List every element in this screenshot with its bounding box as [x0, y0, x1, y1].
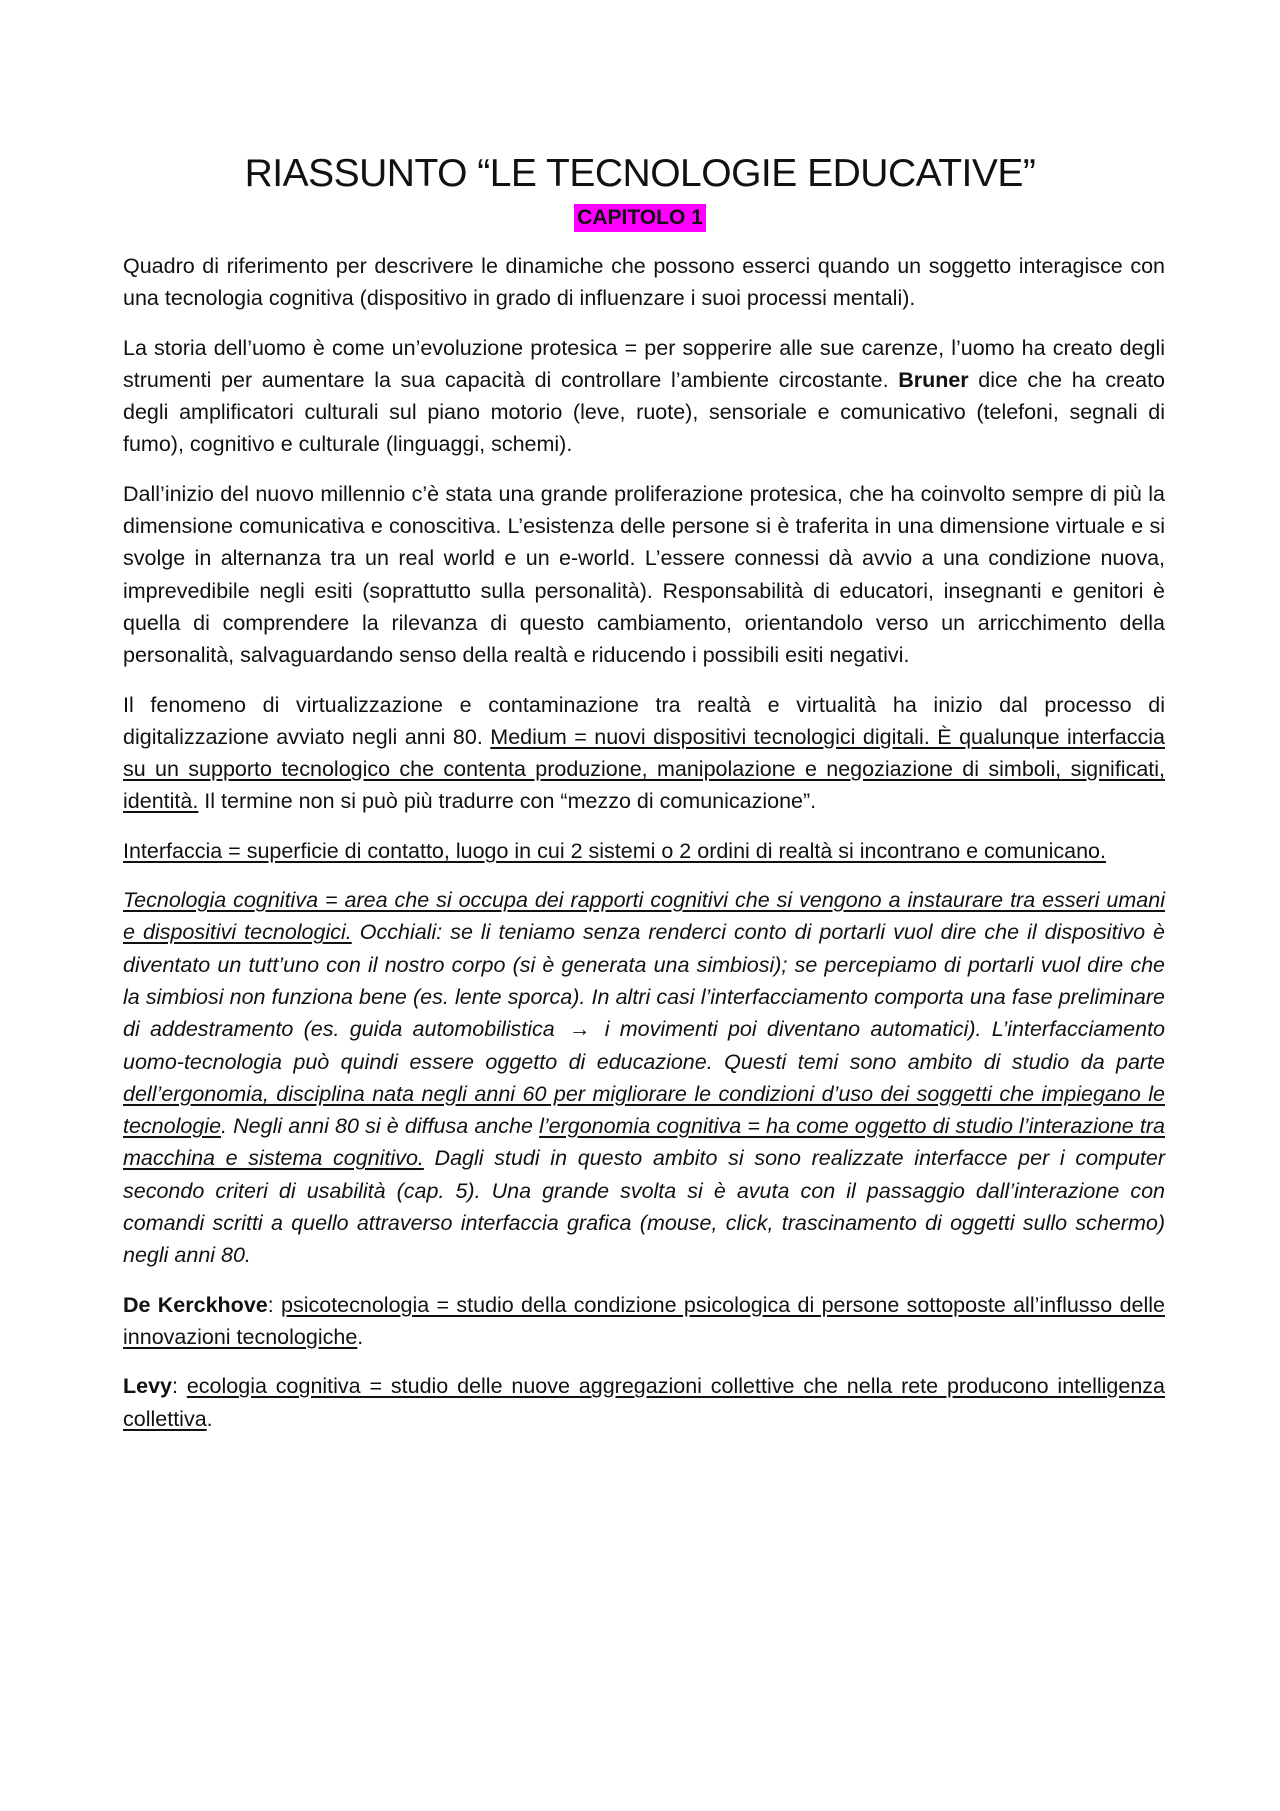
paragraph-1: Quadro di riferimento per descrivere le dinamiche che possono esserci quando un soggetto interagisce con una tecnologia cognitiva (dispositivo in grado di influenzare i suoi processi mentali). [123, 254, 1165, 311]
paragraph-3: Dall’inizio del nuovo millennio c’è stata una grande proliferazione protesica, che ha coinvolto sempre di più la dimensione comunicativa e conoscitiva. L’esistenza delle persone si è traferita in una dimensione virtuale e si svolge in alternanza tra un real world e un e-world. L’essere connessi dà avvio a una condizione nuova, imprevedibile negli esiti (soprattutto sulla personalità). Responsabilità di educatori, insegnanti e genitori è quella di comprendere la rilevanza di questo cambiamento, orientandolo verso un arricchimento della personalità, salvaguardando senso della realtà e riducendo i possibili esiti negativi. [123, 481, 1165, 668]
ecologia-cognitiva-definition: ecologia cognitiva = studio delle nuove aggregazioni collettive che nella rete producono intelligenza collettiva [123, 1374, 1165, 1431]
paragraph-5 [123, 835, 1165, 867]
paragraph-8-colon: : [172, 1374, 187, 1399]
paragraph-4-text-b: Il termine non si può più tradurre con “mezzo di comunicazione”. [198, 789, 817, 814]
paragraph-6-text-2: i movimenti poi diventano automatici). L’interfacciamento uomo-tecnologia può quindi essere oggetto di educazione. Questi temi sono ambito di studio da parte [123, 1017, 1166, 1074]
document-body [123, 250, 1165, 1452]
paragraph-4 [123, 689, 1165, 818]
psicotecnologia-definition: psicotecnologia = studio della condizione psicologica di persone sottoposte all’influsso delle innovazioni tecnologiche [123, 1292, 1165, 1349]
paragraph-2-text-b: dice che ha creato degli amplificatori culturali sul piano motorio (leve, ruote), sensoriale e comunicativo (telefoni, segnali di fumo), cognitivo e culturale (linguaggi, schemi). [123, 367, 1165, 457]
right-arrow-icon: → [569, 1017, 591, 1042]
ergonomia-definition: dell’ergonomia, disciplina nata negli anni 60 per migliorare le condizioni d’uso dei soggetti che impiegano le tecnologie [123, 1081, 1165, 1139]
paragraph-6-text-4: Dagli studi in questo ambito si sono realizzate interfacce per i computer secondo criteri di usabilità (cap. 5). Una grande svolta si è avuta con il passaggio dall’interazione con comandi scritti a quello attraverso interfaccia grafica (mouse, click, trascinamento di oggetti sullo schermo) negli anni 80. [123, 1146, 1165, 1268]
paragraph-6-text-1: Occhiali: se li teniamo senza renderci conto di portarli vuol dire che il dispositivo è diventato un tutt’uno con il nostro corpo (si è generata una simbiosi); se percepiamo di portarli vuol dire che la simbiosi non funziona bene (es. lente sporca). In altri casi l’interfacciamento comporta una fase preliminare di addestramento (es. guida automobilistica [123, 920, 1166, 1042]
paragraph-7-colon: : [267, 1292, 282, 1317]
paragraph-7 [123, 1289, 1165, 1354]
paragraph-8 [123, 1370, 1165, 1435]
paragraph-6 [123, 884, 1165, 1272]
interfaccia-definition: Interfaccia = superficie di contatto, luogo in cui 2 sistemi o 2 ordini di realtà si incontrano e comunicano. [123, 838, 1106, 863]
paragraph-2-text-a: La storia dell’uomo è come un’evoluzione protesica = per sopperire alle sue carenze, l’uomo ha creato degli strumenti per aumentare la sua capacità di controllare l’ambiente circostante. [123, 335, 1165, 392]
chapter-heading: CAPITOLO 1 [574, 204, 706, 232]
levy-name: Levy [123, 1374, 173, 1399]
bruner-name: Bruner [898, 367, 969, 392]
paragraph-8-end: . [206, 1406, 213, 1431]
de-kerckhove-name: De Kerckhove [123, 1292, 268, 1317]
paragraph-2 [123, 332, 1165, 461]
paragraph-6-text-3: . Negli anni 80 si è diffusa anche [221, 1114, 540, 1139]
document-title: RIASSUNTO “LE TECNOLOGIE EDUCATIVE” [244, 152, 1036, 195]
paragraph-4-text-a: Il fenomeno di virtualizzazione e contaminazione tra realtà e virtualità ha inizio dal processo di digitalizzazione avviato negli anni 80. [123, 692, 1165, 749]
medium-definition: Medium = nuovi dispositivi tecnologici digitali. È qualunque interfaccia su un supporto tecnologico che contenta produzione, manipolazione e negoziazione di simboli, significati, identità. [123, 724, 1165, 814]
ergonomia-cognitiva-definition: l’ergonomia cognitiva = ha come oggetto di studio l’interazione tra macchina e sistema cognitivo. [123, 1114, 1165, 1171]
tecnologia-cognitiva-definition: Tecnologia cognitiva = area che si occupa dei rapporti cognitivi che si vengono a instaurare tra esseri umani e dispositivi tecnologici. [123, 888, 1165, 945]
chapter-heading-wrap [0, 204, 1280, 232]
paragraph-7-end: . [357, 1324, 364, 1349]
